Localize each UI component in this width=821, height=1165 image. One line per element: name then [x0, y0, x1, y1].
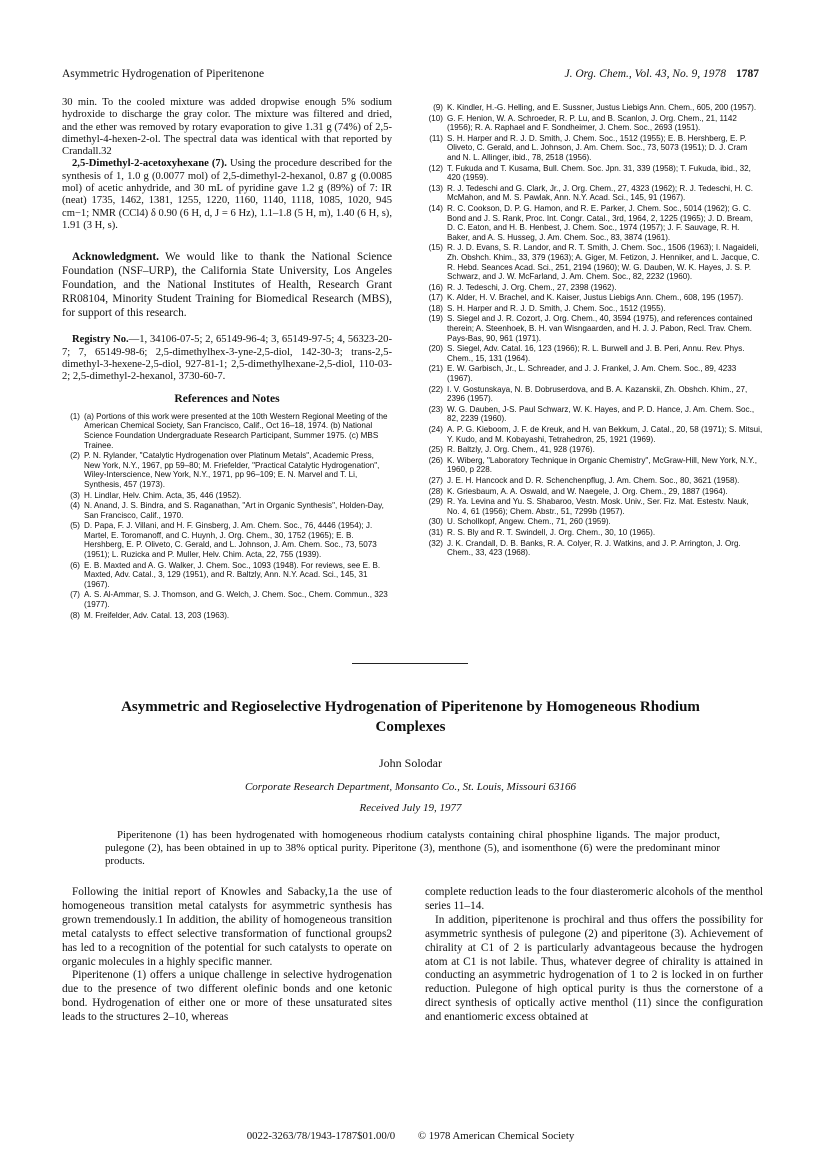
reference-text: W. G. Dauben, J-S. Paul Schwarz, W. K. Hayes, and P. D. Hance, J. Am. Chem. Soc., 82, 2239 (1960).: [447, 404, 755, 424]
reference-text: D. Papa, F. J. Villani, and H. F. Ginsberg, J. Am. Chem. Soc., 76, 4446 (1954); J. Martel, E. Toromanoff, and C. Huynh, J. Org. Chem., 30, 1752 (1965); E. B. Hershberg, E. P. Oliveto, C. Gerald, and L. Johnson, J. Am. Chem. Soc., 73, 5073 (1951); L. Ruzicka and P. Muller, Helv. Chim. Acta, 22, 755 (1939).: [84, 521, 377, 560]
reference-text: M. Freifelder, Adv. Catal. 13, 203 (1963).: [84, 610, 230, 620]
reference-text: (a) Portions of this work were presented at the 10th Western Regional Meeting of the American Chemical Society, San Francisco, Calif., Oct 16–18, 1974. (b) National Science Foundation Undergraduate Research Participant, Summer 1975. (c) MBS Trainee.: [84, 411, 388, 450]
compound-7-text: Using the procedure described for the synthesis of 1, 1.0 g (0.0077 mol) of 2,5-dimethyl-2-hexanol, 0.87 g (0.0085 mol) of acetic anhydride, and 30 mL of pyridine gave 1.2 g (89%) of 7: IR (neat) 1735, 1462, 1381, 1255, 1220, 1160, 1140, 1118, 1085, 1020, 945 cm−1; NMR (CCl4) δ 0.90 (6 H, d, J = 6 Hz), 1.1–1.8 (5 H, m), 1.40 (6 H, s), 1.91 (3 H, s).: [62, 158, 392, 231]
reference-item: [425, 385, 763, 404]
reference-text: I. V. Gostunskaya, N. B. Dobruserdova, and B. A. Kazanskii, Zh. Obshch. Khim., 27, 2396 (1957).: [447, 384, 748, 404]
reference-item: [62, 501, 392, 520]
reference-number: (11): [429, 133, 443, 143]
running-title: Asymmetric Hydrogenation of Piperitenone: [62, 68, 265, 80]
reference-item: [425, 456, 763, 475]
abstract: Piperitenone (1) has been hydrogenated with homogeneous rhodium catalysts containing chiral phosphine ligands. The major product, pulegone (2), has been obtained in up to 38% optical purity. Piperitone (3), menthone (5), and isomenthone (6) were the predominant minor products.: [105, 829, 720, 867]
left-column: [62, 97, 392, 621]
reference-text: R. S. Bly and R. T. Swindell, J. Org. Chem., 30, 10 (1965).: [447, 527, 656, 537]
reference-number: (15): [428, 243, 443, 253]
reference-item: [425, 539, 763, 558]
reference-item: [62, 451, 392, 489]
page-footer: [0, 1130, 821, 1142]
reference-text: H. Lindlar, Helv. Chim. Acta, 35, 446 (1952).: [84, 490, 242, 500]
reference-number: (20): [428, 344, 443, 354]
reference-number: (12): [428, 163, 443, 173]
reference-number: (5): [70, 521, 80, 531]
compound-7-paragraph: [62, 158, 392, 232]
body-right-column: [425, 886, 763, 1025]
journal-name: J. Org. Chem., Vol. 43, No. 9, 1978: [564, 68, 726, 80]
reference-number: (30): [428, 517, 443, 527]
article-code: 0022-3263/78/1943-1787$01.00/0: [246, 1130, 396, 1142]
reference-text: S. Siegel, Adv. Catal. 16, 123 (1966); R. L. Burwell and J. B. Peri, Annu. Rev. Phys. Chem., 15, 131 (1964).: [447, 344, 745, 363]
reference-number: (4): [70, 501, 80, 511]
reference-text: R. Baltzly, J. Org. Chem., 41, 928 (1976).: [447, 445, 595, 455]
right-column: [425, 103, 763, 559]
reference-number: (14): [428, 203, 443, 213]
reference-item: [425, 304, 763, 314]
reference-number: (2): [70, 451, 80, 461]
reference-text: R. J. Tedeschi, J. Org. Chem., 27, 2398 (1962).: [447, 282, 617, 292]
reference-number: (3): [70, 490, 80, 500]
reference-text: J. E. H. Hancock and D. R. Schenchenpflug, J. Am. Chem. Soc., 80, 3621 (1958).: [447, 475, 740, 485]
reference-number: (28): [428, 486, 443, 496]
author-affiliation: Corporate Research Department, Monsanto Co., St. Louis, Missouri 63166: [244, 781, 577, 793]
reference-item: [425, 293, 763, 303]
reference-item: [425, 134, 763, 163]
reference-item: [425, 405, 763, 424]
reference-list-left: [62, 412, 392, 620]
reference-item: [425, 344, 763, 363]
reference-text: N. Anand, J. S. Bindra, and S. Raganathan, "Art in Organic Synthesis", Holden-Day, San Francisco, Calif., 1970.: [84, 501, 384, 520]
reference-item: [425, 103, 763, 113]
body-paragraph: Piperitenone (1) offers a unique challenge in selective hydrogenation due to the presence of two different olefinic bonds and one ketonic bond. Hydrogenation of either one or more of these unsaturated sites leads to the structures 2–10, whereas: [62, 969, 392, 1024]
registry-numbers: [62, 334, 392, 383]
reference-item: [62, 590, 392, 609]
registry-heading: Registry No.: [72, 334, 129, 346]
reference-number: (24): [428, 425, 443, 434]
copyright: © 1978 American Chemical Society: [417, 1130, 575, 1142]
reference-item: [425, 425, 763, 444]
reference-text: S. H. Harper and R. J. D. Smith, J. Chem. Soc., 1512 (1955).: [447, 303, 666, 313]
running-header: [62, 68, 759, 82]
received-date: Received July 19, 1977: [359, 802, 462, 814]
article-divider: [352, 663, 468, 664]
reference-text: E. W. Garbisch, Jr., L. Schreader, and J. J. Frankel, J. Am. Chem. Soc., 89, 4233 (1967).: [447, 364, 737, 384]
body-left-column: [62, 886, 392, 1025]
reference-number: (6): [70, 560, 80, 570]
reference-item: [425, 487, 763, 497]
reference-item: [425, 445, 763, 455]
reference-item: [62, 561, 392, 590]
reference-text: R. J. D. Evans, S. R. Landor, and R. T. Smith, J. Chem. Soc., 1506 (1963); I. Nagaideli, Zh. Obshch. Khim., 33, 379 (1963); A. Giger, M. Fetizon, J. Henniker, and L. Jacque, C. R. Hebd. Seances Acad. Sci., 251, 2194 (1960); W. G. Dauben, W. K. Hayes, J. S. P. Schwarz, and J. W. McFarland, J. Am. Chem. Soc., 82, 2232 (1960).: [447, 243, 760, 282]
reference-text: G. F. Henion, W. A. Schroeder, R. P. Lu, and B. Scanlon, J. Org. Chem., 21, 1142 (1956); R. A. Raphael and F. Sondheimer, J. Chem. Soc., 2693 (1951).: [447, 113, 737, 133]
reference-number: (18): [428, 303, 443, 313]
reference-text: R. C. Cookson, D. P. G. Hamon, and R. E. Parker, J. Chem. Soc., 5014 (1962); G. C. Bond and J. S. Rank, Proc. Int. Congr. Catal., 3rd, 1964, 2, 1225 (1965); J. D. Bream, D. C. Eaton, and H. B. Henbest, J. Chem. Soc., 1974 (1957); J. F. Sauvage, R. H. Baker, and A. S. Husseg, J. Am. Chem. Soc., 83, 3874 (1961).: [447, 203, 753, 242]
experimental-paragraph: 30 min. To the cooled mixture was added dropwise enough 5% sodium hydroxide to discharge the gray color. The mixture was filtered and dried, and the ether was removed by rotary evaporation to give 1.31 g (74%) of 2,5-dimethyl-4-hexen-2-ol. The spectral data was identical with that reported by Crandall.32: [62, 97, 392, 158]
reference-item: [425, 528, 763, 538]
reference-list-right: [425, 103, 763, 558]
reference-item: [425, 204, 763, 242]
body-paragraph: In addition, piperitenone is prochiral and thus offers the possibility for asymmetric synthesis of pulegone (2) and piperitone (3). Achievement of chirality at C1 of 2 is particularly advantageous because the hydrogen atom at C1 is not labile. Thus, whatever degree of chirality is attained in conducting an asymmetric hydrogenation of 1 to 2 is locked in on further reduction. Pulegone of high optical purity is thus the cornerstone of a direct synthesis of optically active menthol (11) since the configuration and enantiomeric excess obtained at: [425, 913, 763, 1024]
reference-number: (25): [428, 445, 443, 455]
reference-item: [425, 364, 763, 383]
reference-item: [425, 164, 763, 183]
reference-item: [425, 184, 763, 203]
reference-number: (19): [428, 314, 443, 324]
reference-text: K. Wiberg, "Laboratory Technique in Organic Chemistry", McGraw-Hill, New York, N.Y., 1960, p 228.: [447, 455, 757, 475]
reference-item: [425, 517, 763, 527]
reference-item: [62, 611, 392, 621]
reference-number: (32): [428, 538, 443, 548]
reference-text: E. B. Maxted and A. G. Walker, J. Chem. Soc., 1093 (1948). For reviews, see E. B. Maxted, Adv. Catal., 3, 129 (1951), and R. Baltzly, Ann. N.Y. Acad. Sci., 145, 31 (1967).: [84, 560, 381, 589]
reference-text: A. P. G. Kieboom, J. F. de Kreuk, and H. van Bekkum, J. Catal., 20, 58 (1971); S. Mitsui, Y. Kudo, and M. Kobayashi, Tetrahedron, 25, 1921 (1969).: [447, 425, 763, 444]
reference-number: (1): [70, 411, 80, 421]
reference-number: (8): [70, 610, 80, 620]
reference-item: [425, 497, 763, 516]
acknowledgment-heading: Acknowledgment.: [72, 251, 159, 264]
reference-text: S. H. Harper and R. J. D. Smith, J. Chem. Soc., 1512 (1955); E. B. Hershberg, E. P. Oliveto, C. Gerald, and L. Johnson, J. Am. Chem. Soc., 73, 5073 (1951); D. J. Cram and N. L. Allinger, ibid., 78, 2518 (1956).: [447, 133, 748, 162]
body-paragraph: Following the initial report of Knowles and Sabacky,1a the use of homogeneous transition metal catalysts for asymmetric synthesis has grown tremendously.1 In addition, the ability of homogeneous transition metal catalysts to effect selective transformation of functional groups2 has led to a recognition of the potential for such catalysts to operate on organic molecules in a highly specific manner.: [62, 886, 392, 968]
reference-text: T. Fukuda and T. Kusama, Bull. Chem. Soc. Jpn. 31, 339 (1958); T. Fukuda, ibid., 32, 420 (1959).: [447, 163, 751, 183]
reference-number: (26): [428, 455, 443, 465]
reference-item: [425, 314, 763, 343]
reference-text: U. Schollkopf, Angew. Chem., 71, 260 (1959).: [447, 517, 611, 527]
reference-number: (10): [428, 113, 443, 123]
reference-text: K. Kindler, H.-G. Helling, and E. Sussner, Justus Liebigs Ann. Chem., 605, 200 (1957).: [447, 103, 757, 112]
reference-text: J. K. Crandall, D. B. Banks, R. A. Colyer, R. J. Watkins, and J. P. Arrington, J. Org. Chem., 33, 423 (1968).: [447, 538, 741, 558]
reference-number: (7): [70, 590, 80, 600]
reference-text: P. N. Rylander, "Catalytic Hydrogenation over Platinum Metals", Academic Press, New York, N.Y., 1967, pp 59–80; M. Friefelder, "Practical Catalytic Hydrogenation", Wiley-Interscience, New York, N.Y., 1971, pp 96–109; E. N. Marvel and T. Li, Synthesis, 457 (1973).: [84, 451, 380, 489]
reference-text: R. Ya. Levina and Yu. S. Shabaroo, Vestn. Mosk. Univ., Ser. Fiz. Mat. Estestv. Nauk, No. 4, 61 (1956); Chem. Abstr., 51, 7299b (1957).: [447, 497, 749, 516]
reference-text: S. Siegel and J. R. Cozort, J. Org. Chem., 40, 3594 (1975), and references contained therein; A. Steenhoek, B. H. van Wisngaarden, and H. J. J. Pabon, Recl. Trav. Chem. Pays-Bas, 90, 961 (1971).: [447, 314, 753, 343]
reference-number: (9): [433, 103, 443, 112]
reference-number: (31): [428, 527, 443, 537]
reference-number: (13): [428, 183, 443, 193]
body-paragraph: complete reduction leads to the four diasteromeric alcohols of the menthol series 11–14.: [425, 886, 763, 912]
acknowledgment-text: We would like to thank the National Science Foundation (NSF–URP), the California State University, Los Angeles Foundation, and the National Institutes of Health, Research Grant RR08104, Minority Student Training for Biomedical Research (MBS), for support of this research.: [62, 251, 392, 320]
reference-text: K. Alder, H. V. Brachel, and K. Kaiser, Justus Liebigs Ann. Chem., 608, 195 (1957).: [447, 293, 744, 303]
references-heading: References and Notes: [174, 393, 280, 406]
reference-item: [425, 476, 763, 486]
reference-number: (22): [428, 384, 443, 394]
reference-number: (27): [428, 475, 443, 485]
reference-item: [425, 114, 763, 133]
reference-item: [425, 283, 763, 293]
reference-text: K. Griesbaum, A. A. Oswald, and W. Naegele, J. Org. Chem., 29, 1887 (1964).: [447, 486, 728, 496]
reference-number: (29): [428, 497, 443, 507]
reference-number: (17): [428, 293, 443, 303]
compound-7-heading: 2,5-Dimethyl-2-acetoxyhexane (7).: [72, 158, 227, 170]
journal-citation: [564, 68, 759, 80]
article-title: Asymmetric and Regioselective Hydrogenation of Piperitenone by Homogeneous Rhodium Complexes: [121, 699, 700, 735]
reference-item: [62, 521, 392, 559]
reference-text: A. S. Al-Ammar, S. J. Thomson, and G. Welch, J. Chem. Soc., Chem. Commun., 323 (1977).: [84, 590, 388, 610]
reference-text: R. J. Tedeschi and G. Clark, Jr., J. Org. Chem., 27, 4323 (1962); R. J. Tedeschi, H. C. McMahon, and M. S. Pawlak, Ann. N.Y. Acad. Sci., 145, 91 (1967).: [447, 183, 754, 203]
reference-item: [62, 491, 392, 501]
article-author: John Solodar: [379, 756, 442, 770]
reference-number: (23): [428, 404, 443, 414]
reference-item: [425, 243, 763, 281]
registry-text: —1, 34106-07-5; 2, 65149-96-4; 3, 65149-97-5; 4, 56323-20-7; 7, 65149-98-6; 2,5-dimethylhex-3-yne-2,5-diol, 142-30-3; trans-2,5-dimethyl-3-hexene-2,5-diol, 927-81-1; 2,5-dimethylhexane-2,5-diol, 110-03-2; 2,5-dimethyl-2-hexanol, 3730-60-7.: [62, 334, 392, 383]
reference-number: (16): [428, 282, 443, 292]
acknowledgment: [62, 250, 392, 320]
reference-number: (21): [428, 364, 443, 374]
page-number: 1787: [736, 68, 759, 80]
reference-item: [62, 412, 392, 450]
